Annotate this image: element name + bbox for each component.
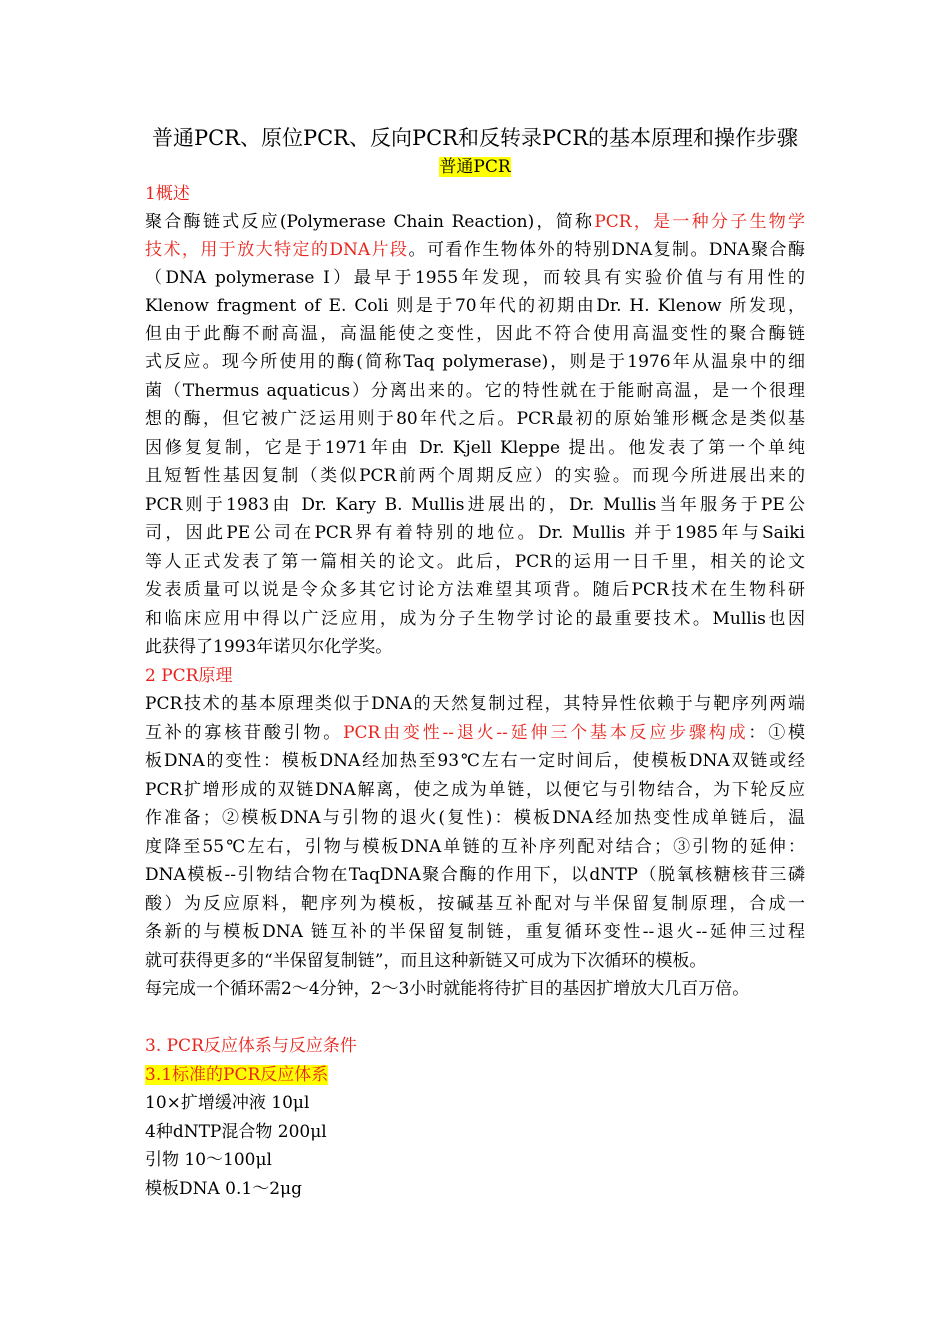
s2-line-2 [145, 719, 805, 747]
s1-line-2-red: 技术，用于放大特定的DNA片段 [145, 240, 409, 260]
s1-line-7: 菌（Thermus aquaticus）分离出来的。它的特性就在于能耐高温，是一个很理 [145, 381, 805, 401]
s2-line-2-red: PCR由变性--退火--延伸三个基本反应步骤构成 [343, 723, 749, 743]
section-3-1-heading-row [145, 1061, 328, 1089]
subtitle-highlighted: 普通PCR [439, 157, 511, 177]
reagent-item: 模板DNA 0.1～2μg [145, 1179, 302, 1199]
s1-line-1-red: PCR，是一种分子生物学 [594, 212, 805, 232]
s1-line-8: 想的酶，但它被广泛运用则于80年代之后。PCR最初的原始雏形概念是类似基 [145, 409, 805, 429]
s1-line-16: 此获得了1993年诺贝尔化学奖。 [145, 637, 393, 657]
s2-line-2-text-a: 互补的寡核苷酸引物。 [145, 723, 344, 743]
s1-line-9: 因修复复制，它是于1971年由 Dr. Kjell Kleppe 提出。他发表了第一个单纯 [145, 438, 805, 458]
s2-line-4: PCR扩增形成的双链DNA解离，使之成为单链，以便它与引物结合，为下轮反应 [145, 780, 805, 800]
s1-line-12: 司，因此PE公司在PCR界有着特别的地位。Dr. Mullis 并于1985年与Saiki [145, 523, 805, 543]
document-title: 普通PCR、原位PCR、反向PCR和反转录PCR的基本原理和操作步骤 [151, 126, 799, 150]
s1-line-10: 且短暂性基因复制（类似PCR前两个周期反应）的实验。而现今所进展出来的 [145, 466, 805, 486]
s2-line-11: 每完成一个循环需2～4分钟，2～3小时就能将待扩目的基因扩增放大几百万倍。 [145, 979, 750, 999]
section-2-heading: 2 PCR原理 [145, 666, 233, 686]
s2-line-6: 度降至55℃左右，引物与模板DNA单链的互补序列配对结合；③引物的延伸： [145, 837, 805, 857]
s1-line-2 [145, 236, 805, 264]
s1-line-1-text: 聚合酶链式反应(Polymerase Chain Reaction)，简称 [145, 212, 595, 232]
reagent-item: 4种dNTP混合物 200μl [145, 1122, 327, 1142]
section-3-heading: 3. PCR反应体系与反应条件 [145, 1036, 357, 1056]
s1-line-2-text: 。可看作生物体外的特别DNA复制。DNA聚合酶 [408, 240, 805, 260]
s1-line-3: （DNA polymerase Ⅰ）最早于1955年发现，而较具有实验价值与有用性的 [145, 268, 805, 288]
reagent-item: 10×扩增缓冲液 10μl [145, 1093, 310, 1113]
s2-line-5: 作准备；②模板DNA与引物的退火(复性)：模板DNA经加热变性成单链后，温 [145, 808, 805, 828]
s1-line-1 [145, 208, 805, 236]
s1-line-14: 发表质量可以说是令众多其它讨论方法难望其项背。随后PCR技术在生物科研 [145, 580, 805, 600]
s2-line-8: 酸）为反应原料，靶序列为模板，按碱基互补配对与半保留复制原理，合成一 [145, 894, 805, 914]
s1-line-11: PCR则于1983由 Dr. Kary B. Mullis进展出的，Dr. Mullis当年服务于PE公 [145, 495, 805, 515]
section-1-heading: 1概述 [145, 184, 190, 204]
s2-line-9: 条新的与模板DNA 链互补的半保留复制链，重复循环变性--退火--延伸三过程 [145, 922, 805, 942]
reagent-item: 引物 10～100μl [145, 1150, 272, 1170]
subtitle-row [0, 154, 950, 180]
s1-line-6: 式反应。现今所使用的酶(简称Taq polymerase)，则是于1976年从温泉中的细 [145, 352, 805, 372]
s2-line-7: DNA模板--引物结合物在TaqDNA聚合酶的作用下，以dNTP（脱氧核糖核苷三磷 [145, 865, 805, 885]
s2-line-2-text-c: ：①模 [748, 723, 806, 743]
s1-line-4: Klenow fragment of E. Coli 则是于70年代的初期由Dr. H. Klenow 所发现， [145, 296, 805, 316]
s2-line-1: PCR技术的基本原理类似于DNA的天然复制过程，其特异性依赖于与靶序列两端 [145, 694, 805, 714]
s1-line-5: 但由于此酶不耐高温，高温能使之变性，因此不符合使用高温变性的聚合酶链 [145, 324, 805, 344]
s2-line-3: 板DNA的变性：模板DNA经加热至93℃左右一定时间后，使模板DNA双链或经 [145, 751, 805, 771]
section-3-1-heading: 3.1标准的PCR反应体系 [145, 1065, 329, 1085]
s1-line-15: 和临床应用中得以广泛应用，成为分子生物学讨论的最重要技术。Mullis也因 [145, 609, 805, 629]
s2-line-10: 就可获得更多的“半保留复制链”，而且这种新链又可成为下次循环的模板。 [145, 951, 707, 971]
s1-line-13: 等人正式发表了第一篇相关的论文。此后，PCR的运用一日千里，相关的论文 [145, 552, 805, 572]
